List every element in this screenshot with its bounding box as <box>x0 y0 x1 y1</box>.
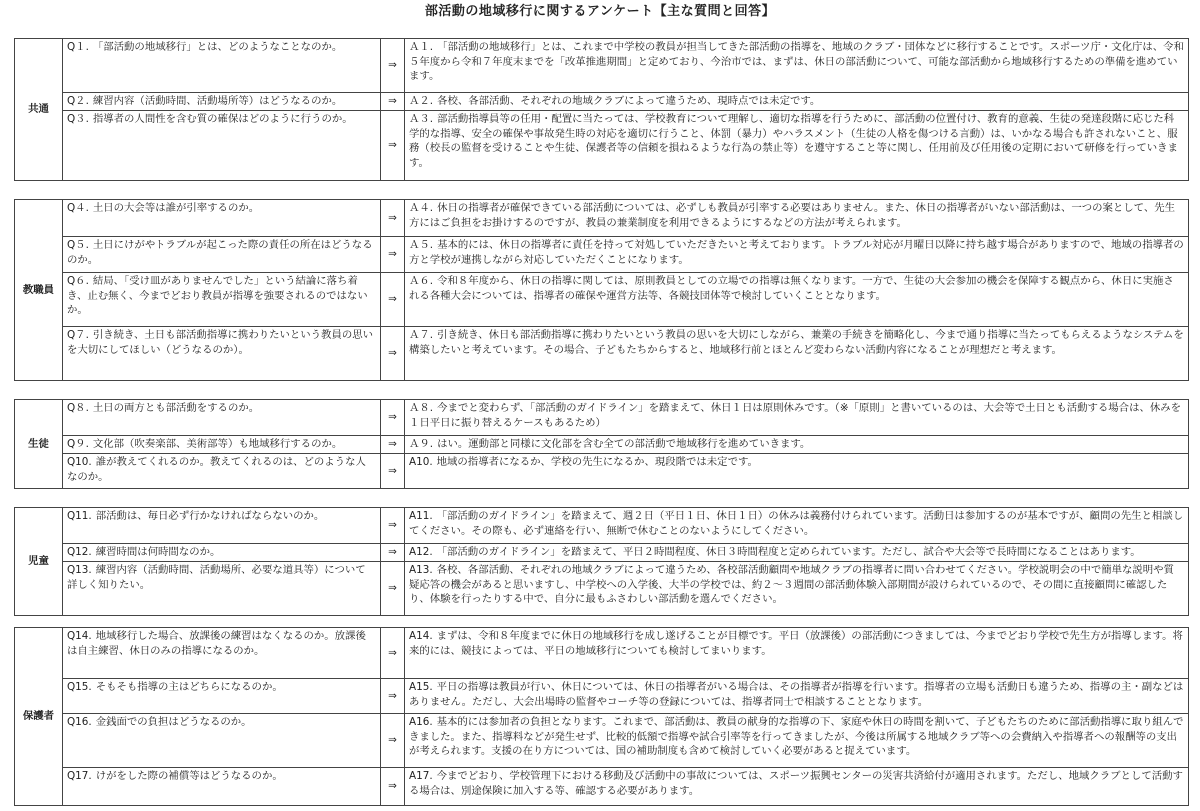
arrow-icon: ⇒ <box>381 436 405 454</box>
question-cell <box>63 562 381 616</box>
arrow-icon: ⇒ <box>381 111 405 181</box>
question-number: Q３. <box>67 113 89 125</box>
qa-row <box>15 714 1189 768</box>
qa-row <box>15 93 1189 111</box>
answer-text: 「部活動の地域移行」とは、これまで中学校の教員が担当してきた部活動の指導を、地域のクラブ・団体などに移行することです。スポーツ庁・文化庁は、令和５年度から令和７年度末までを「改革推進期間」と定めており、今治市では、まずは、休日の部活動について、可能な部活動から地域移行するための準備を進めています。 <box>409 41 1184 83</box>
question-number: Q15. <box>67 681 92 693</box>
qa-row <box>15 273 1189 327</box>
category-label: 児童 <box>15 508 63 616</box>
arrow-icon: ⇒ <box>381 400 405 436</box>
answer-cell <box>405 679 1189 714</box>
question-number: Q８. <box>67 402 89 414</box>
question-number: Q４. <box>67 202 89 214</box>
answer-cell <box>405 768 1189 806</box>
answer-cell <box>405 111 1189 181</box>
arrow-icon: ⇒ <box>381 93 405 111</box>
question-text: 「部活動の地域移行」とは、どのようなことなのか。 <box>92 41 343 53</box>
question-number: Q13. <box>67 564 92 576</box>
question-cell <box>63 544 381 562</box>
question-number: Q17. <box>67 770 92 782</box>
answer-cell <box>405 400 1189 436</box>
question-cell <box>63 436 381 454</box>
question-cell <box>63 768 381 806</box>
answer-number: A13. <box>409 564 433 576</box>
answer-number: Ａ８. <box>409 402 434 414</box>
question-number: Q６. <box>67 275 89 287</box>
qa-row <box>15 628 1189 679</box>
qa-row <box>15 327 1189 381</box>
arrow-icon: ⇒ <box>381 714 405 768</box>
answer-text: 部活動指導員等の任用・配置に当たっては、学校教育について理解し、適切な指導を行うために、部活動の位置付け、教育的意義、生徒の発達段階に応じた科学的な指導、安全の確保や事故発生時の対応を適切に行うこと、体罰（暴力）やハラスメント（生徒の人格を傷つける言動）は、いかなる場合も許されないこと、服務（校長の監督を受けることや生徒、保護者等の信頼を損ねるような行為の禁止等）を遵守すること等に関し、任用前及び任用後の定期において研修を行っていきます。 <box>409 113 1178 169</box>
category-label: 教職員 <box>15 200 63 381</box>
answer-cell <box>405 273 1189 327</box>
qa-row <box>15 400 1189 436</box>
answer-cell <box>405 562 1189 616</box>
question-text: 文化部（吹奏楽部、美術部等）も地域移行するのか。 <box>92 438 343 450</box>
question-cell <box>63 39 381 93</box>
answer-number: A10. <box>409 456 433 468</box>
answer-number: A14. <box>409 630 433 642</box>
answer-number: A17. <box>409 770 433 782</box>
answer-number: Ａ３. <box>409 113 434 125</box>
category-label: 生徒 <box>15 400 63 489</box>
question-cell <box>63 93 381 111</box>
arrow-icon: ⇒ <box>381 237 405 273</box>
answer-text: 「部活動のガイドライン」を踏まえて、週２日（平日１日、休日１日）の休みは義務付けられています。活動日は参加するのが基本ですが、顧問の先生と相談してください。その際も、必ず連絡を行い、無断で休むことのないようにしてください。 <box>409 510 1184 537</box>
qa-row <box>15 508 1189 544</box>
section-seito <box>14 399 1189 489</box>
answer-cell <box>405 508 1189 544</box>
question-number: Q７. <box>67 329 89 341</box>
answer-text: 地域の指導者になるか、学校の先生になるか、現段階では未定です。 <box>436 456 758 468</box>
question-cell <box>63 273 381 327</box>
answer-text: 平日の指導は教員が行い、休日については、休日の指導者がいる場合は、その指導者が指導を行います。指導者の立場も活動日も違うため、指導の主・副などはありません。ただし、大会出場時の監督やコーチ等の登録については、指導者同士で相談することとなります。 <box>409 681 1184 708</box>
answer-number: A15. <box>409 681 433 693</box>
answer-text: 基本的には参加者の負担となります。これまで、部活動は、教員の献身的な指導の下、家庭や休日の時間を割いて、子どもたちのために部活動指導に取り組んできました。また、指導料などが発生せず、比較的低額で指導や試合引率等を行ってきましたが、今後は所属する地域クラブ等への会費納入や指導者への報酬等の支出が考えられます。支援の在り方については、国の補助制度も含めて検討していく必要があると捉えています。 <box>409 716 1184 758</box>
question-text: そもそも指導の主はどちらになるのか。 <box>95 681 283 693</box>
question-text: 練習内容（活動時間、活動場所等）はどうなるのか。 <box>92 95 343 107</box>
question-text: 結局、「受け皿がありませんでした」という結論に落ち着き、止む無く、今までどおり教員が指導を強要されるのではないか。 <box>67 275 368 317</box>
answer-cell <box>405 93 1189 111</box>
qa-row <box>15 679 1189 714</box>
question-text: けがをした際の補償等はどうなるのか。 <box>95 770 283 782</box>
answer-number: Ａ４. <box>409 202 434 214</box>
answer-cell <box>405 39 1189 93</box>
category-label: 保護者 <box>15 628 63 806</box>
answer-text: 今までどおり、学校管理下における移動及び活動中の事故については、スポーツ振興センターの災害共済給付が適用されます。ただし、地域クラブとして活動する場合は、別途保険に加入する等、確認する必要があります。 <box>409 770 1183 797</box>
arrow-icon: ⇒ <box>381 768 405 806</box>
answer-text: 各校、各部活動、それぞれの地域クラブによって違うため、各校部活動顧問や地域クラブの指導者に問い合わせてください。学校説明会の中で簡単な説明や質疑応答の機会があると思いますし、中学校への入学後、大半の学校では、約２～３週間の部活動体験入部期間が設けられているので、その間に直接顧問に確認したり、体験を行ったりする中で、自分に最もふさわしい部活動を選んでください。 <box>409 564 1174 606</box>
question-cell <box>63 200 381 237</box>
qa-row <box>15 39 1189 93</box>
question-text: 土日の両方とも部活動をするのか。 <box>92 402 260 414</box>
answer-cell <box>405 714 1189 768</box>
question-number: Q14. <box>67 630 92 642</box>
question-cell <box>63 714 381 768</box>
question-cell <box>63 679 381 714</box>
answer-number: Ａ７. <box>409 329 434 341</box>
answer-number: Ａ２. <box>409 95 434 107</box>
answer-text: まずは、令和８年度までに休日の地域移行を成し遂げることが目標です。平日（放課後）の部活動につきましては、今までどおり学校で先生方が指導します。将来的には、競技によっては、平日の地域移行についても検討してまいります。 <box>409 630 1183 657</box>
question-number: Q５. <box>67 239 89 251</box>
answer-number: A16. <box>409 716 433 728</box>
arrow-icon: ⇒ <box>381 628 405 679</box>
answer-text: 引き続き、休日も部活動指導に携わりたいという教員の思いを大切にしながら、兼業の手続きを簡略化し、今まで通り指導に当たってもらえるようなシステムを構築したいと考えています。その場合、子どもたちからすると、地域移行前とほとんど変わらない活動内容になることが理想だと考えます。 <box>409 329 1184 356</box>
arrow-icon: ⇒ <box>381 327 405 381</box>
question-number: Q12. <box>67 546 92 558</box>
question-text: 練習時間は何時間なのか。 <box>95 546 221 558</box>
qa-row <box>15 436 1189 454</box>
question-cell <box>63 628 381 679</box>
arrow-icon: ⇒ <box>381 454 405 489</box>
section-kyotsu <box>14 38 1189 181</box>
question-cell <box>63 327 381 381</box>
answer-text: 令和８年度から、休日の指導に関しては、原則教員としての立場での指導は無くなります。一方で、生徒の大会参加の機会を保障する観点から、休日に実施される各種大会については、指導者の確保や運営方法等、各競技団体等で検討していくこととなります。 <box>409 275 1174 302</box>
question-text: 土日の大会等は誰が引率するのか。 <box>92 202 260 214</box>
arrow-icon: ⇒ <box>381 544 405 562</box>
category-label: 共通 <box>15 39 63 181</box>
question-text: 土日にけがやトラブルが起こった際の責任の所在はどうなるのか。 <box>67 239 373 266</box>
qa-row <box>15 768 1189 806</box>
question-number: Q11. <box>67 510 92 522</box>
question-text: 引き続き、土日も部活動指導に携わりたいという教員の思いを大切にしてほしい（どうなるのか）。 <box>67 329 374 356</box>
question-cell <box>63 237 381 273</box>
answer-text: 今までと変わらず、「部活動のガイドライン」を踏まえて、休日１日は原則休みです。（※「原則」と書いているのは、大会等で土日とも活動する場合は、休みを１日平日に振り替えるケースもあるため） <box>409 402 1182 429</box>
arrow-icon: ⇒ <box>381 39 405 93</box>
question-text: 指導者の人間性を含む質の確保はどのように行うのか。 <box>92 113 353 125</box>
answer-text: 休日の指導者が確保できている部活動については、必ずしも教員が引率する必要はありません。また、休日の指導者がいない部活動は、一つの案として、先生方にはご負担をお掛けするのですが、教員の兼業制度を利用できるようにするなどの方法が考えられます。 <box>409 202 1176 229</box>
question-text: 練習内容（活動時間、活動場所、必要な道具等）について詳しく知りたい。 <box>67 564 366 591</box>
question-cell <box>63 508 381 544</box>
question-text: 部活動は、毎日必ず行かなければならないのか。 <box>95 510 325 522</box>
section-kyoshokuin <box>14 199 1189 381</box>
answer-cell <box>405 628 1189 679</box>
qa-row <box>15 237 1189 273</box>
qa-row <box>15 200 1189 237</box>
arrow-icon: ⇒ <box>381 508 405 544</box>
question-number: Q２. <box>67 95 89 107</box>
question-text: 金銭面での負担はどうなるのか。 <box>95 716 252 728</box>
question-cell <box>63 454 381 489</box>
question-number: Q９. <box>67 438 89 450</box>
section-hogosha <box>14 627 1189 806</box>
answer-cell <box>405 200 1189 237</box>
answer-cell <box>405 454 1189 489</box>
answer-text: 各校、各部活動、それぞれの地域クラブによって違うため、現時点では未定です。 <box>437 95 821 107</box>
qa-row <box>15 454 1189 489</box>
answer-number: Ａ６. <box>409 275 434 287</box>
answer-cell <box>405 327 1189 381</box>
answer-text: 「部活動のガイドライン」を踏まえて、平日２時間程度、休日３時間程度と定められています。ただし、試合や大会等で長時間になることはあります。 <box>436 546 1141 558</box>
answer-number: A12. <box>409 546 433 558</box>
question-number: Q16. <box>67 716 92 728</box>
arrow-icon: ⇒ <box>381 200 405 237</box>
answer-cell <box>405 544 1189 562</box>
answer-text: 基本的には、休日の指導者に責任を持って対処していただきたいと考えております。トラブル対応が月曜日以降に持ち越す場合がありますので、地域の指導者の方と学校が連携しながら対応していただくことになります。 <box>409 239 1184 266</box>
arrow-icon: ⇒ <box>381 679 405 714</box>
arrow-icon: ⇒ <box>381 273 405 327</box>
question-number: Q10. <box>67 456 92 468</box>
answer-number: Ａ５. <box>409 239 434 251</box>
question-text: 地域移行した場合、放課後の練習はなくなるのか。放課後は自主練習、休日のみの指導になるのか。 <box>67 630 366 657</box>
section-jido <box>14 507 1189 616</box>
answer-text: はい。運動部と同様に文化部を含む全ての部活動で地域移行を進めていきます。 <box>437 438 811 450</box>
question-cell <box>63 400 381 436</box>
answer-number: Ａ９. <box>409 438 434 450</box>
arrow-icon: ⇒ <box>381 562 405 616</box>
page-title: 部活動の地域移行に関するアンケート【主な質問と回答】 <box>424 4 776 19</box>
answer-cell <box>405 237 1189 273</box>
qa-row <box>15 562 1189 616</box>
qa-row <box>15 544 1189 562</box>
qa-row <box>15 111 1189 181</box>
answer-number: A11. <box>409 510 433 522</box>
answer-number: Ａ１. <box>409 41 434 53</box>
question-cell <box>63 111 381 181</box>
question-number: Q１. <box>67 41 89 53</box>
answer-cell <box>405 436 1189 454</box>
question-text: 誰が教えてくれるのか。教えてくれるのは、どのような人なのか。 <box>67 456 366 483</box>
